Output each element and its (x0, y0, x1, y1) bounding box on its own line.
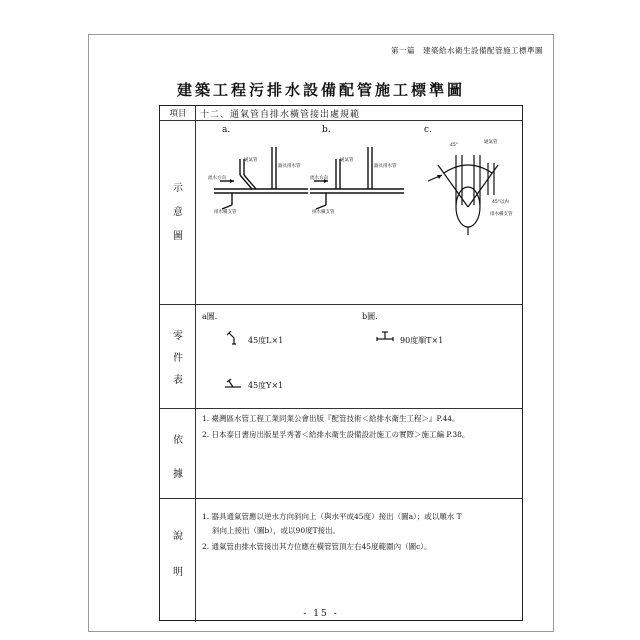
document-page (88, 34, 554, 632)
item-header: 項目 (169, 109, 187, 119)
diagram-c-branch-text: 排水橫支管 (490, 212, 513, 217)
basis-ref-2: 2. 日本泰日書房出版星孚秀著＜給排水衛生設備設計施工の實際＞施工編 P.38。 (202, 430, 470, 439)
diagram-c (418, 135, 518, 245)
basis-ref-1: 1. 臺灣區水管工程工業同業公會出版『配管技術＜給排水衛生工程＞』P.44。 (202, 414, 460, 423)
notes-row (160, 499, 522, 622)
page-title: 建築工程污排水設備配管施工標準圖 (176, 81, 465, 99)
parts-a-item1: 45度L×1 (248, 336, 284, 345)
note-line-2: 斜向上接出（圖b），或以90度T接出。 (212, 526, 341, 535)
diagram-a-flow-text: 流水方向 (208, 176, 226, 181)
table-header-row (160, 106, 522, 121)
basis-row (160, 409, 522, 499)
note-line-3: 2. 通氣管由排水管接出其方位應在橫管管頂左右45度範圍內（圖c）。 (202, 542, 432, 551)
basis-label-2: 據 (173, 469, 183, 480)
running-header: 第一篇 建築給水衛生設備配管施工標準圖 (391, 46, 543, 55)
parts-label-3: 表 (173, 375, 183, 386)
diagram-a-label: a. (222, 125, 231, 135)
diagram-a-fixture-text: 器具排水管 (278, 164, 301, 169)
parts-b-heading: b圖. (362, 312, 378, 321)
diagram-b-flow-text: 流水方向 (310, 176, 328, 181)
diagram-b-label: b. (322, 125, 331, 135)
diagram-b-fixture-text: 器具排水管 (374, 164, 397, 169)
notes-label-1: 說 (173, 531, 183, 542)
diagram-a-vent-text: 通氣管 (244, 158, 258, 163)
note-line-1: 1. 器具通氣管應以逆水方向斜向上（與水平成45度）接出（圖a）；或以順水 T (202, 512, 462, 521)
diagram-a-branch-text: 排水橫支管 (214, 210, 237, 215)
diagram-c-label: c. (424, 125, 432, 135)
diagram-label-3: 圖 (173, 231, 183, 242)
diagram-c-vent-text: 通氣管 (484, 140, 498, 145)
page-number: - 15 - (303, 609, 339, 619)
diagram-c-within-text: 45°以內 (492, 200, 509, 205)
diagram-row (160, 121, 522, 305)
parts-label-2: 件 (173, 353, 183, 364)
basis-label-1: 依 (173, 435, 183, 446)
parts-b-item1: 90度順T×1 (400, 336, 444, 345)
diagram-b-branch-text: 排水橫支管 (312, 210, 335, 215)
diagram-c-angle-text: 45° (450, 143, 458, 148)
parts-a-item2: 45度Y×1 (248, 381, 284, 390)
parts-row (160, 305, 522, 409)
tee-90-icon (376, 331, 394, 345)
wye-45-icon (224, 377, 242, 391)
diagram-b (308, 139, 408, 249)
diagram-label-2: 意 (173, 207, 183, 218)
elbow-45-icon (226, 331, 240, 345)
parts-label-1: 零 (173, 331, 183, 342)
notes-label-2: 明 (173, 567, 183, 578)
diagram-a (212, 139, 312, 249)
item-title: 十二、通氣管自排水橫管接出處規範 (200, 110, 361, 120)
parts-a-heading: a圖. (202, 312, 218, 321)
standard-table (159, 105, 523, 621)
diagram-label-1: 示 (173, 183, 183, 194)
diagram-b-vent-text: 通氣管 (340, 158, 354, 163)
